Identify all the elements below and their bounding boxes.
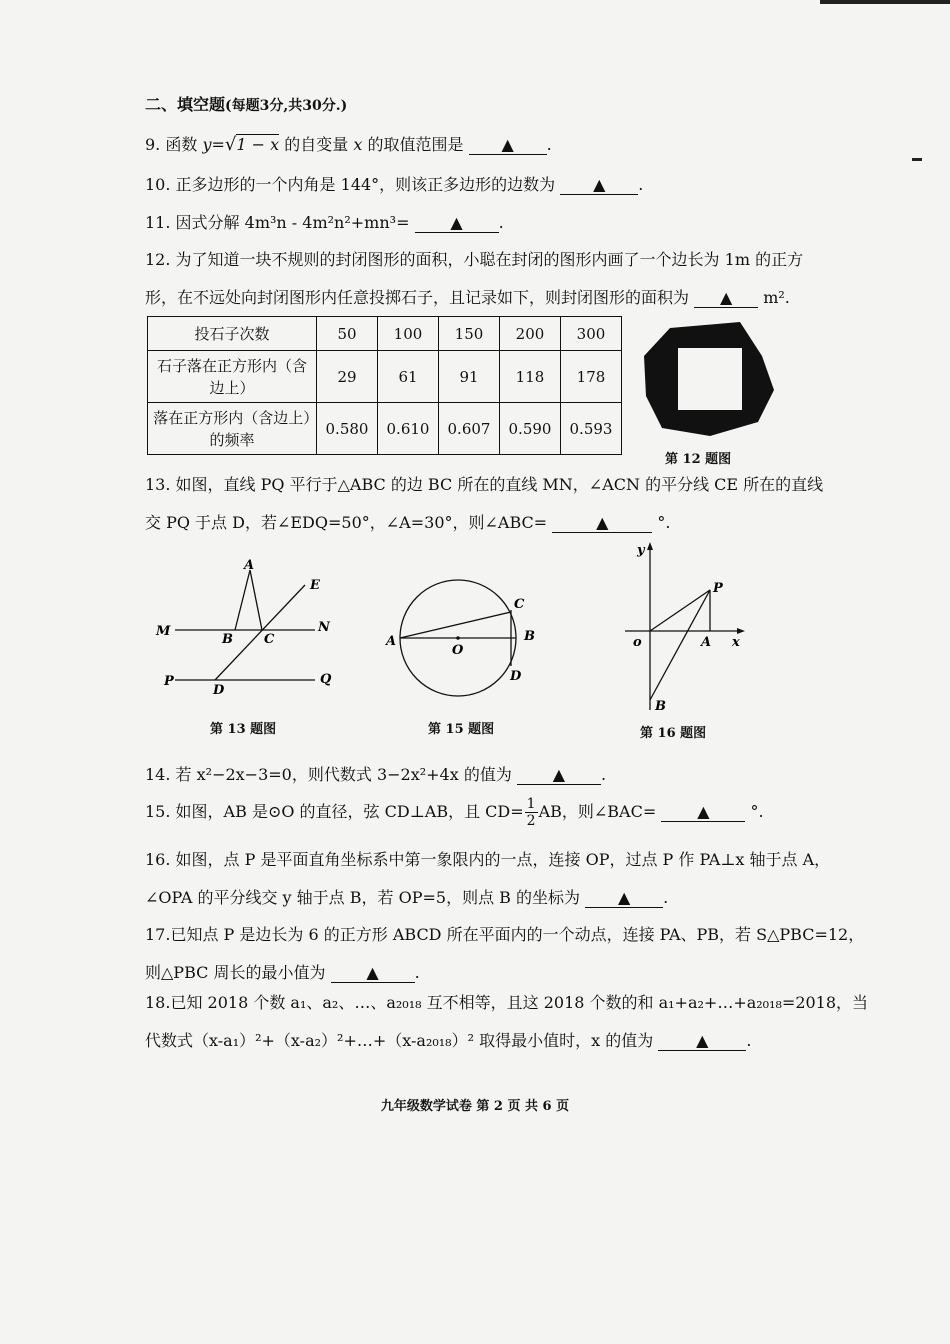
fig13-label-D: D [213, 683, 225, 698]
fig13-label-M: M [156, 624, 171, 639]
fig13-label-B: B [222, 632, 233, 647]
inner-square [678, 348, 742, 410]
fig15-label-O: O [452, 643, 464, 658]
q13-line1: 如图，直线 PQ 平行于△ABC 的边 BC 所在的直线 MN，∠ACN 的平分线 CE 所在的直线 [175, 475, 824, 494]
q18-end: . [746, 1031, 752, 1050]
fig16-label-B: B [655, 699, 666, 714]
fig15-label-B: B [524, 629, 535, 644]
table-cell: 0.610 [378, 403, 439, 455]
experiment-table [147, 316, 622, 455]
fig13-label-P: P [164, 674, 174, 689]
fig16-label-y: y [637, 543, 645, 558]
answer-mark: ▲ [552, 765, 566, 784]
fig13-label-N: N [318, 620, 330, 635]
table-cell: 150 [439, 317, 500, 351]
table-row-label: 投石子次数 [148, 317, 317, 351]
table-cell: 0.580 [317, 403, 378, 455]
question-12-line1 [145, 247, 803, 270]
q17-answer-blank[interactable] [331, 964, 415, 983]
q14-answer-blank[interactable] [517, 766, 601, 785]
fig13-label-A: A [244, 558, 255, 573]
question-13-line1 [145, 472, 823, 495]
q14-end: . [600, 765, 607, 784]
fig13-label-E: E [310, 578, 320, 593]
question-14 [145, 762, 606, 785]
fig16-label-P: P [713, 581, 723, 596]
question-10 [145, 172, 643, 195]
q10-answer-blank[interactable] [560, 176, 638, 195]
q15-pre: 如图，AB 是⊙O 的直径，弦 CD⊥AB，且 CD= [175, 802, 524, 821]
q11-text: 因式分解 4m³n - 4m²n²+mn³= [175, 213, 410, 232]
section-note: (每题3分,共30分.) [225, 98, 348, 114]
q18-answer-blank[interactable] [658, 1032, 746, 1051]
question-17-line1 [145, 922, 864, 945]
question-12-line2 [145, 285, 790, 308]
q15-number: 15. [145, 802, 171, 821]
answer-mark: ▲ [617, 888, 631, 907]
q18-line1: 已知 2018 个数 a₁、a₂、…、a₂₀₁₈ 互不相等，且这 2018 个数的和 a₁+a₂+…+a₂₀₁₈=2018，当 [170, 993, 869, 1012]
question-17-line2 [145, 960, 420, 983]
question-11 [145, 210, 504, 233]
question-13-line2 [145, 510, 670, 533]
q9-var: x [353, 135, 363, 154]
q10-text: 正多边形的一个内角是 144°，则该正多边形的边数为 [175, 175, 556, 194]
q13-number: 13. [145, 475, 171, 494]
q16-number: 16. [145, 850, 171, 869]
table-row [148, 403, 622, 455]
q15-post: AB，则∠BAC= [538, 802, 657, 821]
q12-line1: 为了知道一块不规则的封闭图形的面积，小聪在封闭的图形内画了一个边长为 1m 的正方 [175, 250, 804, 269]
table-cell: 91 [439, 351, 500, 403]
q17-line2: 则△PBC 周长的最小值为 [145, 963, 326, 982]
answer-mark: ▲ [450, 213, 463, 232]
q16-answer-blank[interactable] [585, 889, 663, 908]
answer-mark: ▲ [697, 802, 710, 821]
table-cell: 0.607 [439, 403, 500, 455]
answer-mark: ▲ [501, 135, 514, 154]
question-18-line1 [145, 990, 868, 1013]
fig15-caption: 第 15 题图 [428, 722, 495, 737]
fig16-caption: 第 16 题图 [640, 726, 707, 741]
scan-speck [912, 158, 922, 161]
table-cell: 300 [561, 317, 622, 351]
q12-line2: 形，在不远处向封闭图形内任意投掷石子，且记录如下，则封闭图形的面积为 [145, 288, 690, 307]
question-9 [145, 132, 552, 155]
fig13-caption: 第 13 题图 [210, 722, 277, 737]
page-footer: 九年级数学试卷 第 2 页 共 6 页 [380, 1099, 570, 1114]
table-cell: 0.590 [500, 403, 561, 455]
question-16-line1 [145, 847, 830, 870]
answer-mark: ▲ [696, 1031, 709, 1050]
q16-line2: ∠OPA 的平分线交 y 轴于点 B，若 OP=5，则点 B 的坐标为 [145, 888, 581, 907]
q17-number: 17. [145, 925, 171, 944]
q15-fraction [525, 796, 538, 829]
figure-12 [640, 318, 780, 443]
table-row-label-text: 石子落在正方形内（含边上） [156, 356, 307, 397]
table-cell: 200 [500, 317, 561, 351]
q9-number: 9. [145, 135, 161, 154]
table-row-label [148, 403, 317, 455]
q15-answer-blank[interactable] [661, 803, 745, 822]
question-18-line2 [145, 1028, 751, 1051]
figure-16 [625, 540, 765, 720]
table-row-label [148, 351, 317, 403]
fig13-label-C: C [264, 632, 275, 647]
fig12-caption: 第 12 题图 [665, 452, 732, 467]
figure-13 [150, 555, 350, 705]
section-title: 二、填空题 [145, 95, 226, 114]
q13-line2: 交 PQ 于点 D，若∠EDQ=50°，∠A=30°，则∠ABC= [145, 513, 548, 532]
fig13-label-Q: Q [320, 672, 332, 687]
q9-end: . [546, 135, 552, 154]
q9-answer-blank[interactable] [469, 136, 547, 155]
q9-post: 的自变量 [284, 135, 349, 154]
q15-end: °. [750, 802, 764, 821]
answer-mark: ▲ [593, 175, 606, 194]
q10-end: . [638, 175, 644, 194]
answer-mark: ▲ [719, 288, 733, 307]
q11-end: . [498, 213, 504, 232]
table-row [148, 317, 622, 351]
fig16-label-o: o [633, 635, 642, 650]
q12-answer-blank[interactable] [694, 289, 758, 308]
question-16-line2 [145, 885, 668, 908]
section-heading [145, 92, 347, 115]
fig15-label-A: A [386, 634, 397, 649]
scan-speck [820, 0, 950, 4]
fraction-numerator: 1 [526, 796, 536, 812]
fig15-label-D: D [510, 669, 522, 684]
question-15 [145, 796, 764, 829]
q16-end: . [663, 888, 669, 907]
fraction-denominator: 2 [526, 813, 536, 829]
q14-number: 14. [145, 765, 171, 784]
sqrt-sign: √ [224, 134, 237, 155]
q18-number: 18. [145, 993, 171, 1012]
q14-text: 若 x²−2x−3=0，则代数式 3−2x²+4x 的值为 [175, 765, 512, 784]
answer-mark: ▲ [366, 963, 379, 982]
q9-pre: 函数 [165, 135, 198, 154]
q9-radicand: 1 − x [236, 135, 280, 154]
table-cell: 61 [378, 351, 439, 403]
q10-number: 10. [145, 175, 171, 194]
table-cell: 50 [317, 317, 378, 351]
table-cell: 178 [561, 351, 622, 403]
fig15-label-C: C [514, 597, 525, 612]
q9-expr: y= [202, 135, 225, 154]
q13-end: °. [657, 513, 671, 532]
q12-number: 12. [145, 250, 171, 269]
q16-line1: 如图，点 P 是平面直角坐标系中第一象限内的一点，连接 OP，过点 P 作 PA⊥x 轴于点 A， [175, 850, 831, 869]
table-cell: 29 [317, 351, 378, 403]
q12-unit: m². [763, 288, 790, 307]
answer-mark: ▲ [596, 513, 609, 532]
figure-15 [380, 570, 550, 710]
q17-end: . [414, 963, 420, 982]
q18-line2: 代数式（x-a₁）²+（x-a₂）²+…+（x-a₂₀₁₈）² 取得最小值时，x 的值为 [145, 1031, 654, 1050]
q11-number: 11. [145, 213, 171, 232]
q13-answer-blank[interactable] [552, 514, 652, 533]
q11-answer-blank[interactable] [415, 214, 499, 233]
fig16-label-x: x [732, 635, 740, 650]
table-row [148, 351, 622, 403]
fig16-label-A: A [701, 635, 712, 650]
q17-line1: 已知点 P 是边长为 6 的正方形 ABCD 所在平面内的一个动点，连接 PA、PB，若 S△PBC=12， [170, 925, 865, 944]
table-cell: 118 [500, 351, 561, 403]
table-cell: 0.593 [561, 403, 622, 455]
table-cell: 100 [378, 317, 439, 351]
q9-post2: 的取值范围是 [367, 135, 464, 154]
table-row-label-text: 落在正方形内（含边上）的频率 [153, 408, 311, 449]
